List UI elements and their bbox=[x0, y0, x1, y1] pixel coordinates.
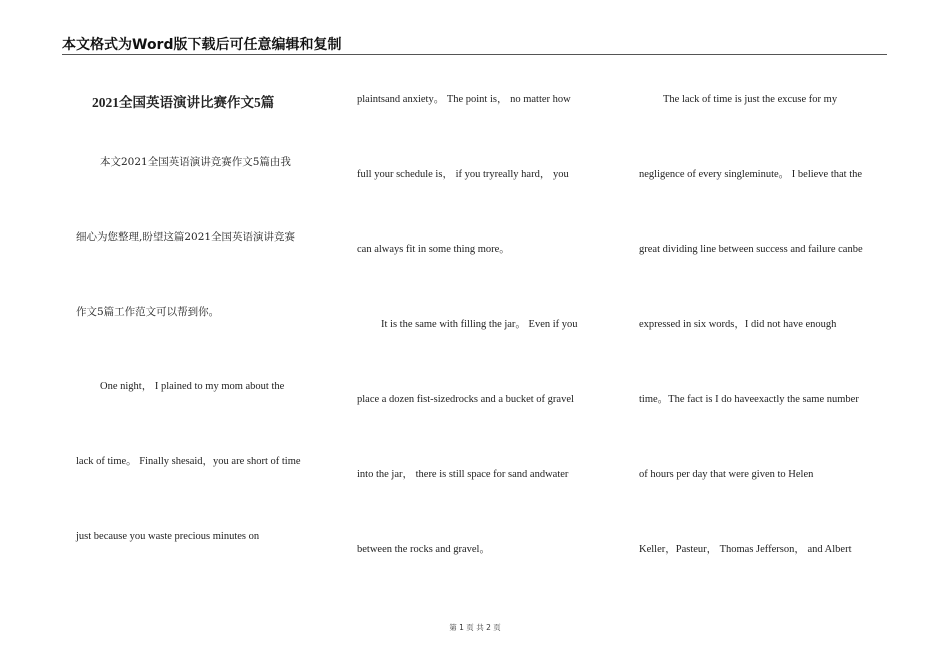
text-line: can always fit in some thing more。 bbox=[357, 244, 510, 255]
document-title: 2021全国英语演讲比赛作文5篇 bbox=[92, 95, 275, 110]
text-line: great dividing line between success and failure canbe bbox=[639, 244, 863, 255]
text-line: between the rocks and gravel。 bbox=[357, 544, 490, 555]
text-line: of hours per day that were given to Helen bbox=[639, 469, 814, 480]
text-line: full your schedule is， if you tryreally hard， you bbox=[357, 169, 569, 180]
text-line: into the jar， there is still space for sand andwater bbox=[357, 469, 569, 480]
page-footer: 第 1 页 共 2 页 bbox=[449, 623, 501, 632]
text-line: plaintsand anxiety。 The point is， no matter how bbox=[357, 94, 571, 105]
text-line: One night， I plained to my mom about the bbox=[100, 381, 285, 392]
text-line: lack of time。 Finally shesaid，you are short of time bbox=[76, 456, 301, 467]
header-rule bbox=[62, 54, 887, 55]
text-line: 本文2021全国英语演讲竞赛作文5篇由我 bbox=[100, 156, 291, 168]
text-line: negligence of every singleminute。 I believe that the bbox=[639, 169, 863, 180]
text-line: 细心为您整理,盼望这篇2021全国英语演讲竞赛 bbox=[76, 231, 296, 243]
text-line: place a dozen fist-sizedrocks and a bucket of gravel bbox=[357, 394, 574, 405]
text-line: It is the same with filling the jar。 Even if you bbox=[381, 319, 578, 330]
text-line: expressed in six words，I did not have enough bbox=[639, 319, 837, 330]
text-line: Keller，Pasteur， Thomas Jefferson， and Albert bbox=[639, 544, 852, 555]
page-header: 本文格式为Word版下载后可任意编辑和复制 bbox=[62, 37, 342, 53]
text-line: time。The fact is I do haveexactly the same number bbox=[639, 394, 859, 405]
text-line: 作文5篇工作范文可以帮到你。 bbox=[76, 306, 220, 318]
text-line: The lack of time is just the excuse for my bbox=[663, 94, 838, 105]
text-line: just because you waste precious minutes on bbox=[76, 531, 260, 542]
